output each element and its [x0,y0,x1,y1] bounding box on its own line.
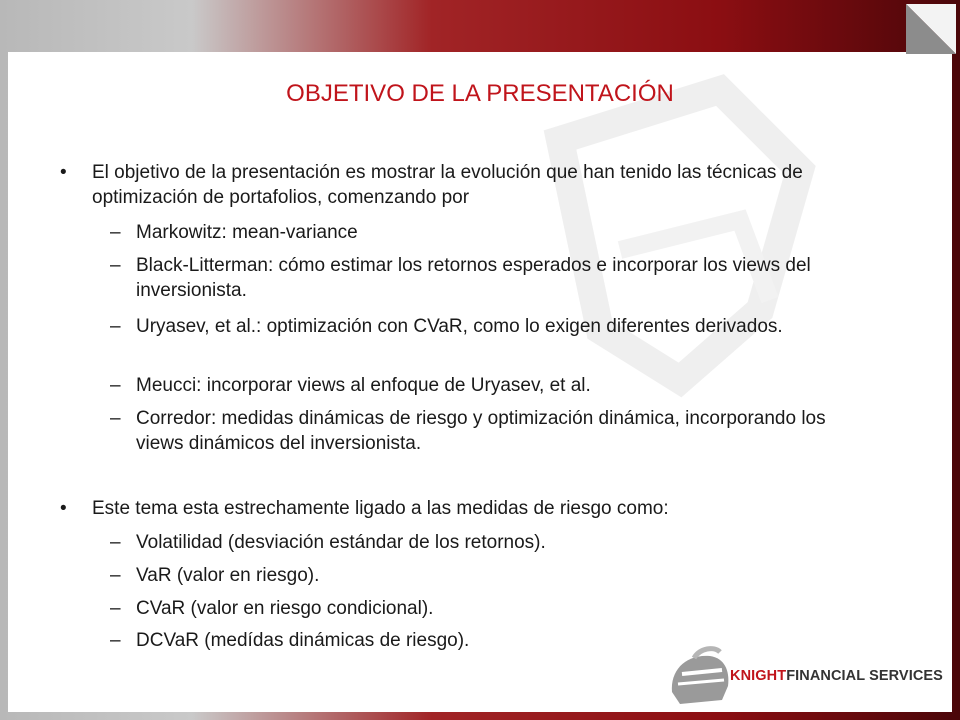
sub-item [110,314,850,339]
sub-text: VaR (valor en riesgo). [136,565,320,586]
sub-text: Uryasev, et al.: optimización con CVaR, como lo exigen diferentes derivados. [136,316,783,337]
sub-text: Markowitz: mean-variance [136,222,358,243]
sub-marker: – [110,316,121,337]
sub-item [110,373,850,398]
page-title: OBJETIVO DE LA PRESENTACIÓN [286,80,674,107]
bullet-item [60,496,860,521]
sub-marker: – [110,408,121,429]
bullet-marker: • [60,162,67,183]
logo-brand-bold: KNIGHT [730,668,787,684]
company-logo-text [730,668,943,684]
sub-marker: – [110,565,121,586]
sub-item [110,530,850,555]
sub-marker: – [110,222,121,243]
logo-brand-rest: FINANCIAL SERVICES [786,668,943,684]
sub-item [110,406,850,456]
sub-text: Corredor: medidas dinámicas de riesgo y optimización dinámica, incorporando los views dinámicos del inversionista. [136,408,826,454]
sub-marker: – [110,375,121,396]
sub-item [110,596,850,621]
sub-text: Meucci: incorporar views al enfoque de Uryasev, et al. [136,375,591,396]
bullet-item [60,160,860,210]
sub-marker: – [110,255,121,276]
sub-item [110,220,850,245]
sub-text: Black-Litterman: cómo estimar los retornos esperados e incorporar los views del inversionista. [136,255,811,301]
sub-marker: – [110,598,121,619]
bullet-marker: • [60,498,67,519]
sub-text: Volatilidad (desviación estándar de los retornos). [136,532,546,553]
sub-marker: – [110,630,121,651]
bullet-text: El objetivo de la presentación es mostrar la evolución que han tenido las técnicas de optimización de portafolios, comenzando por [92,162,803,208]
bullet-text: Este tema esta estrechamente ligado a las medidas de riesgo como: [92,498,669,519]
sub-item [110,563,850,588]
sub-marker: – [110,532,121,553]
sub-text: DCVaR (medídas dinámicas de riesgo). [136,630,470,651]
sub-text: CVaR (valor en riesgo condicional). [136,598,434,619]
sub-item [110,253,850,303]
